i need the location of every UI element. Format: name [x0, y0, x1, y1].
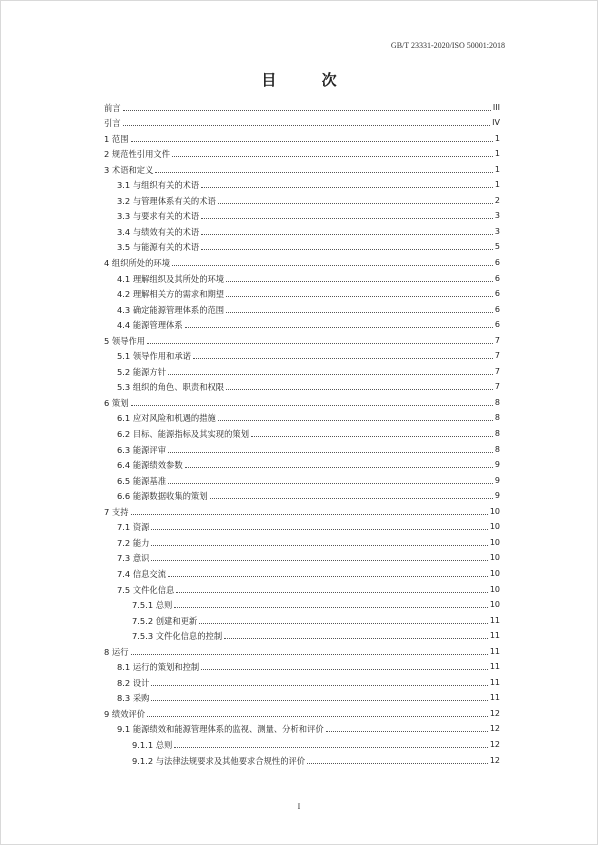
toc-dot-leader — [201, 233, 493, 235]
toc-entry-label: 4.3 确定能源管理体系的范围 — [117, 304, 225, 315]
toc-entry-label: 6.3 能源评审 — [117, 444, 167, 455]
toc-entry[interactable] — [104, 144, 500, 160]
toc-entry[interactable] — [104, 517, 500, 533]
toc-entry[interactable] — [104, 486, 500, 502]
toc-entry-page-number: 1 — [494, 149, 500, 159]
toc-entry[interactable] — [104, 221, 500, 237]
toc-entry-label: 8 运行 — [104, 646, 129, 657]
toc-entry-page-number: IV — [492, 118, 500, 128]
toc-entry[interactable] — [104, 159, 500, 175]
toc-entry[interactable] — [104, 548, 500, 564]
toc-entry-page-number: 6 — [494, 289, 500, 299]
toc-dot-leader — [251, 435, 493, 437]
toc-entry-page-number: 7 — [494, 366, 500, 376]
toc-entry-page-number: 6 — [494, 320, 500, 330]
toc-dot-leader — [176, 591, 487, 593]
toc-entry[interactable] — [104, 470, 500, 486]
toc-entry-page-number: 8 — [494, 413, 500, 423]
toc-dot-leader — [218, 202, 493, 204]
toc-dot-leader — [123, 124, 491, 126]
toc-entry-page-number: 11 — [489, 662, 500, 672]
toc-entry-label: 7.2 能力 — [117, 537, 150, 548]
document-number-header: GB/T 23331-2020/ISO 50001:2018 — [390, 41, 505, 50]
toc-entry-page-number: 7 — [494, 335, 500, 345]
toc-entry-label: 6 策划 — [104, 397, 129, 408]
toc-dot-leader — [174, 606, 487, 608]
toc-dot-leader — [172, 155, 493, 157]
toc-entry-page-number: 12 — [489, 708, 500, 718]
toc-entry[interactable] — [104, 563, 500, 579]
toc-entry[interactable] — [104, 190, 500, 206]
toc-entry-label: 8.1 运行的策划和控制 — [117, 662, 200, 673]
toc-entry[interactable] — [104, 97, 500, 113]
toc-entry-page-number: 11 — [489, 677, 500, 687]
toc-entry-page-number: 9 — [494, 491, 500, 501]
toc-dot-leader — [226, 280, 493, 282]
toc-dot-leader — [224, 637, 488, 639]
toc-entry[interactable] — [104, 641, 500, 657]
toc-dot-leader — [201, 217, 493, 219]
toc-entry[interactable] — [104, 299, 500, 315]
toc-entry[interactable] — [104, 252, 500, 268]
toc-dot-leader — [210, 497, 493, 499]
toc-entry-page-number: 10 — [489, 600, 500, 610]
toc-entry[interactable] — [104, 237, 500, 253]
toc-entry-label: 7.5 文件化信息 — [117, 584, 175, 595]
toc-entry-page-number: 6 — [494, 273, 500, 283]
toc-entry-label: 3.5 与能源有关的术语 — [117, 242, 200, 253]
toc-entry-page-number: 12 — [489, 724, 500, 734]
toc-entry-page-number: 9 — [494, 475, 500, 485]
toc-entry-label: 3.3 与要求有关的术语 — [117, 211, 200, 222]
toc-entry-label: 3.2 与管理体系有关的术语 — [117, 195, 216, 206]
toc-entry-page-number: 8 — [494, 444, 500, 454]
toc-entry-page-number: 1 — [494, 164, 500, 174]
toc-entry-page-number: 8 — [494, 429, 500, 439]
toc-entry-label: 引言 — [104, 118, 121, 129]
toc-entry-label: 9 绩效评价 — [104, 708, 146, 719]
toc-entry-label: 7 支持 — [104, 506, 129, 517]
toc-dot-leader — [185, 466, 493, 468]
toc-entry[interactable] — [104, 626, 500, 642]
toc-entry-label: 3.4 与绩效有关的术语 — [117, 226, 200, 237]
toc-entry-label: 6.2 目标、能源指标及其实现的策划 — [117, 429, 249, 440]
toc-dot-leader — [326, 730, 488, 732]
toc-entry-page-number: 10 — [489, 506, 500, 516]
toc-dot-leader — [131, 513, 488, 515]
toc-entry[interactable] — [104, 423, 500, 439]
toc-entry[interactable] — [104, 268, 500, 284]
toc-entry-page-number: 10 — [489, 568, 500, 578]
toc-entry[interactable] — [104, 672, 500, 688]
toc-entry[interactable] — [104, 315, 500, 331]
toc-entry[interactable] — [104, 284, 500, 300]
toc-entry-label: 5.1 领导作用和承诺 — [117, 351, 191, 362]
toc-entry[interactable] — [104, 703, 500, 719]
toc-entry-label: 7.5.1 总则 — [132, 600, 173, 611]
toc-entry-label: 1 范围 — [104, 133, 129, 144]
toc-entry[interactable] — [104, 532, 500, 548]
toc-entry-page-number: 11 — [489, 646, 500, 656]
toc-entry-label: 6.4 能源绩效参数 — [117, 460, 183, 471]
toc-entry-page-number: 12 — [489, 739, 500, 749]
toc-entry[interactable] — [104, 175, 500, 191]
toc-entry[interactable] — [104, 113, 500, 129]
toc-entry-label: 9.1 能源绩效和能源管理体系的监视、测量、分析和评价 — [117, 724, 324, 735]
toc-dot-leader — [151, 699, 487, 701]
toc-entry-page-number: 10 — [489, 537, 500, 547]
toc-entry[interactable] — [104, 408, 500, 424]
page-title: 目 次 — [261, 71, 357, 89]
toc-entry-label: 4.2 理解相关方的需求和期望 — [117, 289, 225, 300]
toc-entry-label: 7.1 资源 — [117, 522, 150, 533]
toc-entry-label: 8.3 采购 — [117, 693, 150, 704]
toc-entry-label: 7.4 信息交流 — [117, 568, 167, 579]
toc-entry-label: 5 领导作用 — [104, 335, 146, 346]
toc-entry[interactable] — [104, 750, 500, 766]
toc-entry-label: 6.5 能源基准 — [117, 475, 167, 486]
toc-entry-label: 3 术语和定义 — [104, 164, 154, 175]
toc-entry-page-number: 10 — [489, 522, 500, 532]
toc-entry[interactable] — [104, 688, 500, 704]
toc-entry-page-number: 1 — [494, 133, 500, 143]
toc-entry[interactable] — [104, 346, 500, 362]
toc-entry-label: 2 规范性引用文件 — [104, 149, 170, 160]
toc-entry-page-number: 3 — [494, 226, 500, 236]
toc-dot-leader — [307, 762, 488, 764]
toc-entry[interactable] — [104, 330, 500, 346]
toc-dot-leader — [199, 622, 488, 624]
toc-entry[interactable] — [104, 206, 500, 222]
toc-dot-leader — [218, 419, 493, 421]
toc-dot-leader — [131, 140, 493, 142]
toc-entry[interactable] — [104, 377, 500, 393]
toc-dot-leader — [168, 373, 493, 375]
toc-dot-leader — [131, 404, 493, 406]
toc-dot-leader — [201, 186, 493, 188]
toc-dot-leader — [168, 575, 488, 577]
toc-entry-label: 8.2 设计 — [117, 677, 150, 688]
toc-entry-label: 4.4 能源管理体系 — [117, 320, 183, 331]
table-of-contents — [104, 97, 500, 766]
toc-entry-page-number: 1 — [494, 180, 500, 190]
toc-entry[interactable] — [104, 719, 500, 735]
toc-dot-leader — [151, 684, 487, 686]
toc-entry-page-number: 11 — [489, 615, 500, 625]
toc-dot-leader — [147, 342, 493, 344]
page-number-footer: I — [297, 802, 301, 811]
toc-dot-leader — [201, 248, 493, 250]
toc-entry[interactable] — [104, 501, 500, 517]
toc-entry[interactable] — [104, 734, 500, 750]
toc-entry-page-number: 10 — [489, 584, 500, 594]
toc-dot-leader — [151, 528, 487, 530]
toc-entry[interactable] — [104, 657, 500, 673]
toc-entry[interactable] — [104, 579, 500, 595]
toc-entry-page-number: 7 — [494, 351, 500, 361]
toc-entry-label: 前言 — [104, 102, 121, 113]
toc-dot-leader — [131, 653, 488, 655]
toc-entry-label: 6.6 能源数据收集的策划 — [117, 491, 208, 502]
toc-entry-page-number: 9 — [494, 460, 500, 470]
toc-entry-page-number: 8 — [494, 397, 500, 407]
toc-entry-page-number: 3 — [494, 211, 500, 221]
toc-dot-leader — [226, 295, 493, 297]
toc-entry-page-number: 6 — [494, 304, 500, 314]
toc-entry-page-number: 11 — [489, 693, 500, 703]
toc-entry[interactable] — [104, 595, 500, 611]
toc-entry-label: 6.1 应对风险和机遇的措施 — [117, 413, 216, 424]
toc-entry-label: 7.3 意识 — [117, 553, 150, 564]
toc-dot-leader — [174, 746, 487, 748]
toc-entry[interactable] — [104, 455, 500, 471]
toc-entry-label: 5.2 能源方针 — [117, 366, 167, 377]
toc-entry-label: 4 组织所处的环境 — [104, 258, 170, 269]
toc-entry-page-number: 2 — [494, 195, 500, 205]
toc-entry-page-number: 5 — [494, 242, 500, 252]
toc-entry-page-number: III — [492, 102, 500, 112]
toc-dot-leader — [226, 388, 493, 390]
toc-entry-label: 7.5.3 文件化信息的控制 — [132, 631, 223, 642]
toc-entry-label: 9.1.1 总则 — [132, 739, 173, 750]
toc-entry-label: 5.3 组织的角色、职责和权限 — [117, 382, 225, 393]
toc-entry[interactable] — [104, 128, 500, 144]
toc-entry-page-number: 6 — [494, 258, 500, 268]
toc-dot-leader — [201, 668, 488, 670]
toc-dot-leader — [155, 171, 493, 173]
toc-entry-label: 4.1 理解组织及其所处的环境 — [117, 273, 225, 284]
toc-entry[interactable] — [104, 610, 500, 626]
toc-dot-leader — [123, 109, 491, 111]
toc-dot-leader — [147, 715, 488, 717]
toc-entry[interactable] — [104, 361, 500, 377]
toc-entry-label: 7.5.2 创建和更新 — [132, 615, 198, 626]
toc-entry-page-number: 11 — [489, 631, 500, 641]
toc-dot-leader — [185, 326, 493, 328]
toc-dot-leader — [151, 559, 487, 561]
toc-dot-leader — [226, 311, 493, 313]
toc-dot-leader — [168, 451, 493, 453]
toc-entry-page-number: 10 — [489, 553, 500, 563]
toc-entry-page-number: 7 — [494, 382, 500, 392]
toc-dot-leader — [151, 544, 487, 546]
toc-dot-leader — [193, 357, 493, 359]
toc-entry-page-number: 12 — [489, 755, 500, 765]
toc-entry[interactable] — [104, 392, 500, 408]
toc-entry-label: 3.1 与组织有关的术语 — [117, 180, 200, 191]
toc-entry[interactable] — [104, 439, 500, 455]
toc-dot-leader — [168, 482, 493, 484]
toc-entry-label: 9.1.2 与法律法规要求及其他要求合规性的评价 — [132, 755, 306, 766]
toc-dot-leader — [172, 264, 493, 266]
